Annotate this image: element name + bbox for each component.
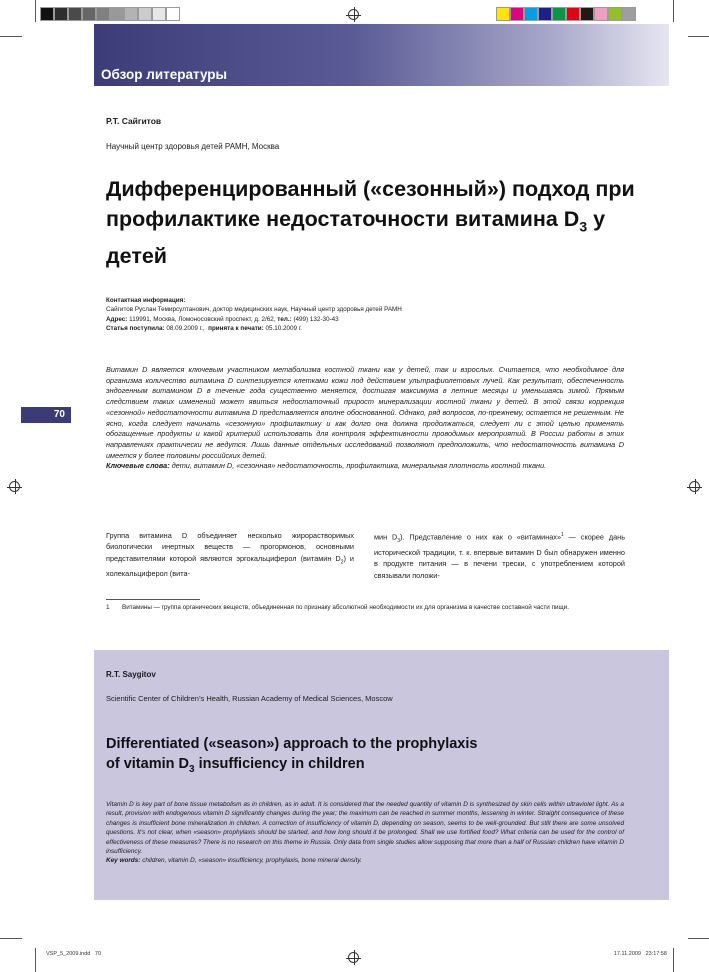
- keywords-label-ru: Ключевые слова:: [106, 461, 170, 471]
- color-swatch: [524, 7, 538, 21]
- footnote-text: Витамины — группа органических веществ, объединенная по признаку абсолютной необходимости их для организма в качестве составной части пищи.: [122, 604, 569, 611]
- color-swatch: [138, 7, 152, 21]
- registration-mark-bottom: [348, 952, 359, 963]
- color-swatch: [552, 7, 566, 21]
- author-ru: Р.Т. Сайгитов: [106, 116, 162, 126]
- abstract-en: Vitamin D is key part of bone tissue metabolism as in children, as in adult. It is considered that the needed quantity of vitamin D is synthesized by skin cells within ultraviolet light. As a result, provision with endogenous vitamin D significantly changes during the year; the maximum can be reached in summer months, lessening in winter. Straight consequence of these changes is insufficient bone mineralization in children. A correction of insufficiency of vitamin D, depending on season, seems to be well-grounded. But still there are some unsolved questions. It’s not clear, when «season» prophylaxis should be started, and how long should it be prolonged. Shall we use fortified food? What criteria can be used for the control of effectiveness of these measures? There is no research on this theme in Russia. Only data from single studies allow supposing that more than a half of Russian children have vitamin D insufficiency. Key words: children, vitamin D, «season» insufficiency, prophylaxis, bone mineral density.: [106, 801, 624, 865]
- color-swatch: [110, 7, 124, 21]
- body-column-2: мин $D_3$). Представление о них как о «витаминах»$^1$ — скорее дань исторической традиции, т. к. впервые витамин D был обнаружен именно в продукте питания — в печени трески, с употреблением которой связывали положи-: [374, 532, 625, 580]
- color-swatch: [152, 7, 166, 21]
- color-swatch: [40, 7, 54, 21]
- contact-heading: Контактная информация:: [106, 297, 186, 304]
- color-swatch: [68, 7, 82, 21]
- crop-mark: [688, 36, 709, 37]
- section-header-band: [94, 24, 669, 86]
- color-swatch: [594, 7, 608, 21]
- color-swatch: [608, 7, 622, 21]
- registration-mark-left: [9, 481, 20, 492]
- crop-mark: [0, 938, 22, 939]
- page-number: 70: [21, 407, 71, 423]
- affiliation-en: Scientific Center of Children’s Health, Russian Academy of Medical Sciences, Moscow: [106, 694, 393, 703]
- color-swatch: [82, 7, 96, 21]
- body-column-1: Группа витамина D объединяет несколько жирорастворимых биологически инертных веществ — прогормонов, основными представителями которой являются эргокальциферол (витамин $D_2$) и холекальциферол (вита-: [106, 531, 354, 579]
- color-swatch: [510, 7, 524, 21]
- contact-person: Сайгитов Руслан Темирсултанович, доктор медицинских наук, Научный центр здоровья детей РАМН: [106, 306, 402, 314]
- color-swatch: [496, 7, 510, 21]
- footnote-divider: [106, 599, 200, 600]
- article-dates: Статья поступила: 08.09.2009 г., принята к печати: 05.10.2009 г.: [106, 324, 303, 332]
- color-swatch: [622, 7, 636, 21]
- crop-mark: [673, 0, 674, 22]
- color-swatch: [166, 7, 180, 21]
- crop-mark: [688, 938, 709, 939]
- affiliation-ru: Научный центр здоровья детей РАМН, Москва: [106, 142, 280, 151]
- abstract-ru: Витамин D является ключевым участником метаболизма костной ткани как у детей, так и взрослых. Считается, что необходимое для организма количество витамина D синтезируется клетками кожи под действием ультрафиолетовых лучей. Как результат, обеспеченность эндогенным витамином D в течение года существенно меняется, достигая максимума в летние месяцы и уменьшаясь зимой. Прямым следствием таких изменений может явиться недостаточный прирост минерализации костной ткани у детей. В этой связи коррекция «сезонной» недостаточности витамина D представляется вполне обоснованной. Однако, ряд вопросов, по-прежнему, остается не решенным. Не ясно, когда следует начинать «сезонную» профилактику и как долго она должна продолжаться, следует ли с этой целью применять обогащенные продукты и какой критерий использовать для контроля эффективности проводимых мероприятий. В России работы в этих направлениях практически не ведутся. Лишь данные отдельных исследований позволяют предположить, что недостаточность витамина D имеется у более половины российских детей. Ключевые слова: дети, витамин D, «сезонная» недостаточность, профилактика, минеральная плотность костной ткани.: [106, 365, 624, 471]
- color-swatch: [580, 7, 594, 21]
- crop-mark: [673, 948, 674, 972]
- keywords-ru: дети, витамин D, «сезонная» недостаточность, профилактика, минеральная плотность костной ткани.: [169, 461, 547, 471]
- color-swatch-strip: [496, 7, 636, 21]
- registration-mark-right: [689, 481, 700, 492]
- author-en: R.T. Saygitov: [106, 670, 156, 679]
- crop-mark: [35, 948, 36, 972]
- contact-info: [106, 296, 646, 333]
- footnote-number: 1: [106, 604, 110, 611]
- keywords-en: children, vitamin D, «season» insufficiency, prophylaxis, bone mineral density.: [140, 857, 362, 865]
- crop-mark: [35, 0, 36, 22]
- color-swatch: [124, 7, 138, 21]
- file-slug: VSP_5_2009.indd 70: [46, 951, 102, 957]
- color-swatch: [538, 7, 552, 21]
- contact-address: Адрес: 119991, Москва, Ломоносовский проспект, д. 2/62, тел.: (499) 132-30-43: [106, 315, 339, 323]
- keywords-label-en: Key words:: [106, 857, 141, 865]
- timestamp-slug: 17.11.2009 23:17:58: [613, 951, 667, 957]
- gray-swatch-strip: [40, 7, 180, 21]
- article-title-ru: Дифференцированный («сезонный») подход при профилактике недостаточности витамина $D_3$ у детей: [106, 177, 635, 269]
- footnote: [106, 603, 624, 613]
- color-swatch: [566, 7, 580, 21]
- color-swatch: [96, 7, 110, 21]
- registration-mark-top: [348, 9, 359, 20]
- section-title: Обзор литературы: [101, 67, 228, 82]
- color-swatch: [54, 7, 68, 21]
- article-title-en: Differentiated («season») approach to the prophylaxis of vitamin $D_3$ insufficiency in children: [106, 736, 478, 775]
- crop-mark: [0, 36, 22, 37]
